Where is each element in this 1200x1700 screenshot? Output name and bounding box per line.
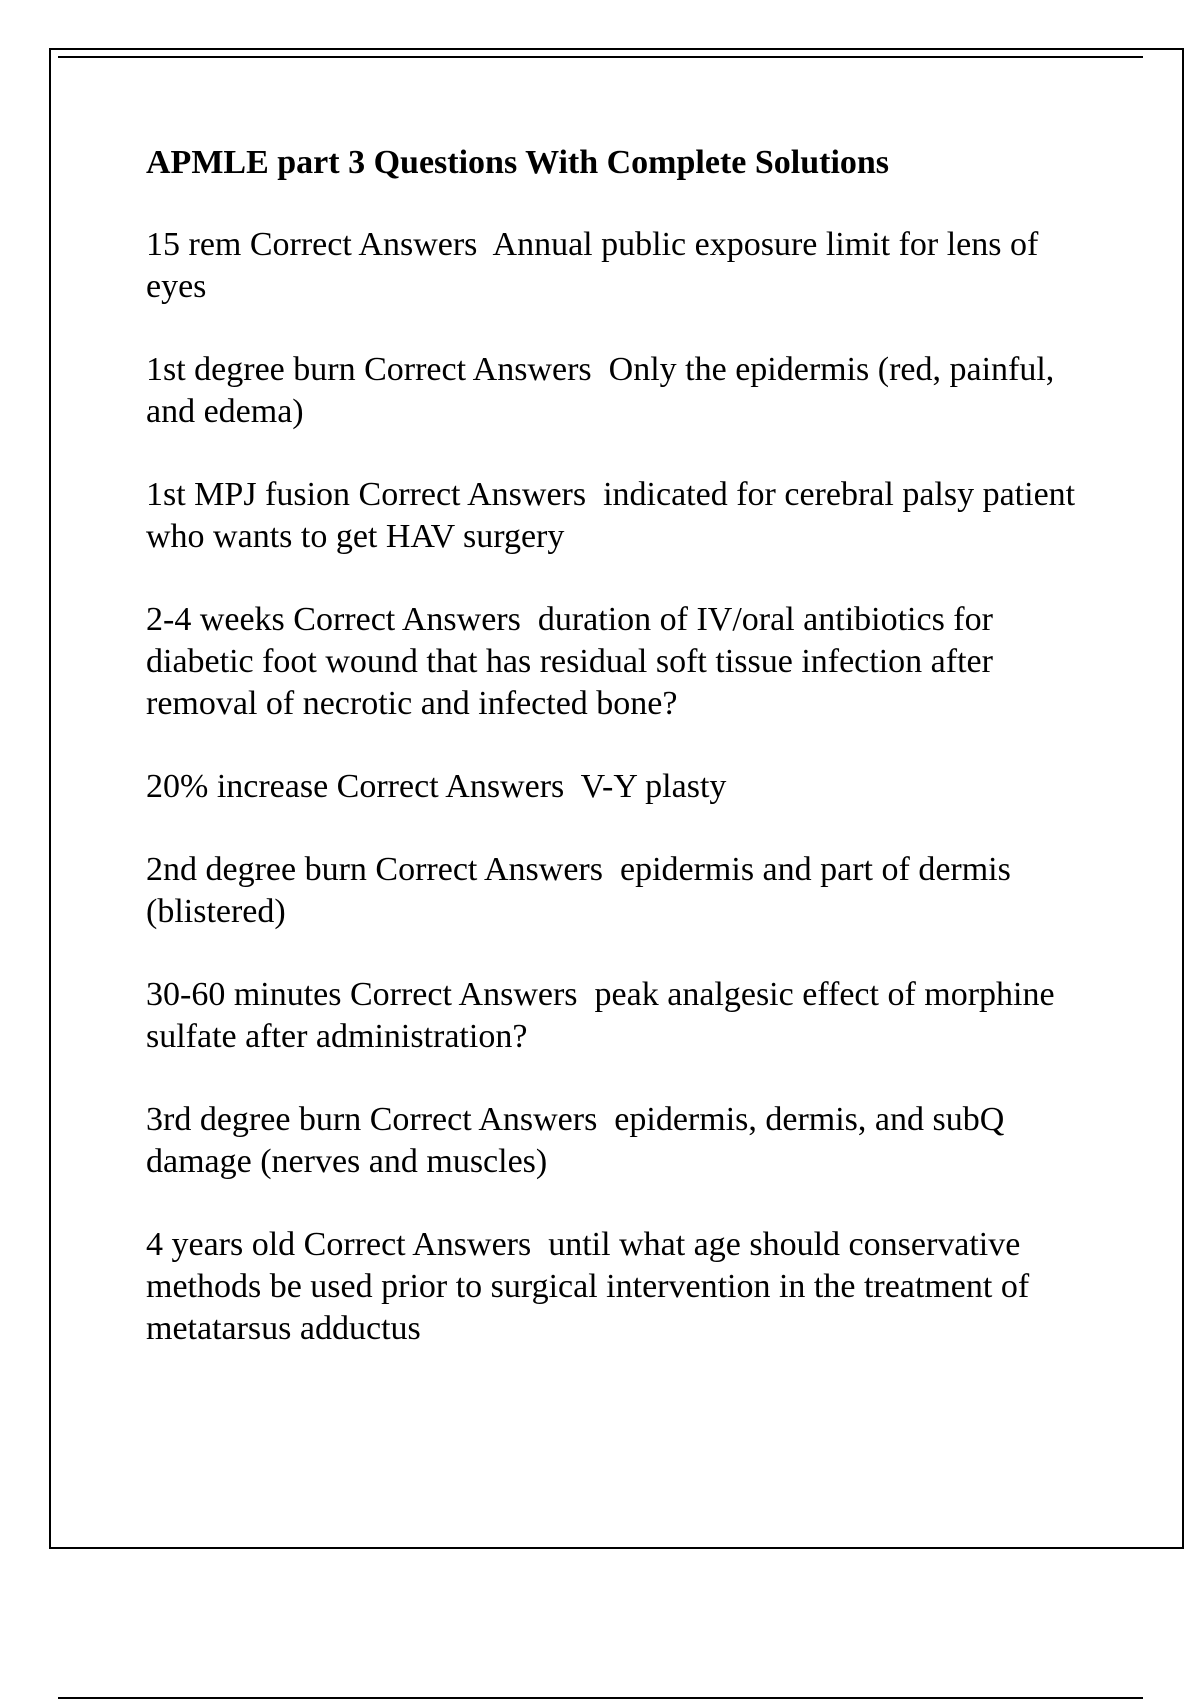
qa-entry: 1st degree burn Correct Answers Only the epidermis (red, painful, and edema)	[146, 351, 1063, 430]
qa-entry: 2nd degree burn Correct Answers epidermis and part of dermis (blistered)	[146, 851, 1020, 930]
qa-list	[146, 224, 1106, 1350]
document-body	[146, 142, 1106, 1391]
qa-entry: 2-4 weeks Correct Answers duration of IV/oral antibiotics for diabetic foot wound that has residual soft tissue infection after removal of necrotic and infected bone?	[146, 601, 1002, 722]
qa-entry: 30-60 minutes Correct Answers peak analgesic effect of morphine sulfate after administration?	[146, 976, 1064, 1055]
header-rule	[58, 56, 1143, 58]
qa-entry: 20% increase Correct Answers V-Y plasty	[146, 768, 727, 805]
qa-entry: 3rd degree burn Correct Answers epidermis, dermis, and subQ damage (nerves and muscles)	[146, 1101, 1013, 1180]
document-title: APMLE part 3 Questions With Complete Solutions	[146, 144, 890, 181]
qa-entry: 15 rem Correct Answers Annual public exposure limit for lens of eyes	[146, 226, 1047, 305]
footer-rule	[58, 1697, 1143, 1699]
qa-entry: 4 years old Correct Answers until what age should conservative methods be used prior to surgical intervention in the treatment of metatarsus adductus	[146, 1226, 1038, 1347]
qa-entry: 1st MPJ fusion Correct Answers indicated for cerebral palsy patient who wants to get HAV surgery	[146, 476, 1084, 555]
